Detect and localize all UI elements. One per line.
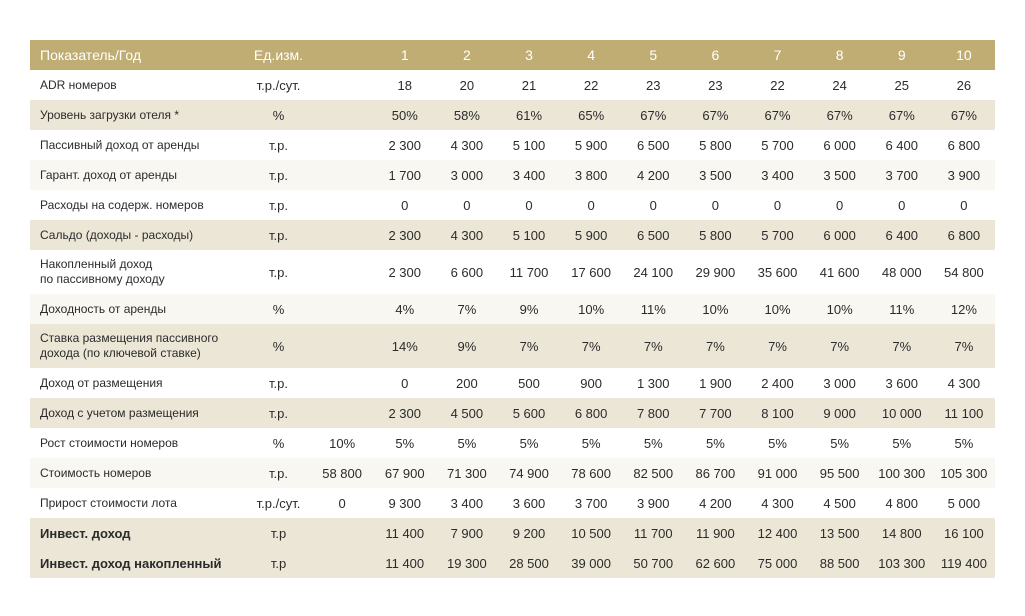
row-year-value: 3 700 (885, 167, 919, 183)
row-year-value: 6 000 (823, 137, 856, 153)
header-year: 3 (498, 40, 560, 70)
row-year-value: 7% (830, 338, 850, 354)
row-year-value: 13 500 (819, 525, 860, 541)
row-indicator-line1: Прирост стоимости лота (40, 495, 177, 510)
row-year-value: 105 300 (940, 465, 988, 481)
row-year-value: 0 (401, 375, 409, 391)
header-year: 8 (809, 40, 871, 70)
row-year-value: 6 400 (885, 137, 919, 153)
row-year-value: 61% (515, 107, 543, 123)
row-year-value: 14% (391, 338, 418, 354)
row-indicator (30, 488, 246, 518)
row-year-value: 22 (583, 77, 599, 93)
row-unit: т.р (270, 555, 287, 571)
header-year: 9 (871, 40, 933, 70)
row-base-value (311, 190, 374, 220)
table-row (30, 220, 995, 250)
row-base-value: 58 800 (322, 465, 362, 481)
row-base-value (311, 548, 374, 578)
table-header-row (30, 40, 995, 70)
row-unit: % (272, 338, 285, 354)
row-year-value: 12 400 (757, 525, 798, 541)
row-year-value: 26 (956, 77, 972, 93)
row-year-value: 0 (525, 197, 533, 213)
row-indicator-line1: Накопленный доход (40, 257, 153, 271)
row-indicator (30, 294, 246, 324)
row-year-value: 4% (395, 301, 415, 317)
row-year-value: 7% (519, 338, 539, 354)
header-year: 4 (560, 40, 622, 70)
row-year-value: 19 300 (446, 555, 487, 571)
row-year-value: 41 600 (819, 264, 860, 280)
investment-table (30, 40, 995, 578)
row-year-value: 3 000 (450, 167, 484, 183)
row-year-value: 100 300 (878, 465, 926, 481)
header-year: 1 (374, 40, 436, 70)
row-year-value: 11 400 (385, 555, 425, 571)
row-indicator-line1: Гарант. доход от аренды (40, 167, 177, 182)
row-year-value: 3 900 (947, 167, 981, 183)
row-year-value: 11 400 (385, 525, 425, 541)
row-year-value: 12% (950, 301, 977, 317)
row-year-value: 7% (643, 338, 663, 354)
row-base-value (311, 250, 374, 294)
row-year-value: 0 (649, 197, 657, 213)
row-year-value: 2 400 (761, 375, 794, 391)
row-unit: т.р. (269, 465, 288, 481)
row-year-value: 2 300 (388, 227, 422, 243)
row-base-value (311, 160, 374, 190)
row-indicator-line1: Доход от размещения (40, 375, 163, 390)
row-year-value: 86 700 (695, 465, 736, 481)
row-year-value: 20 (459, 77, 475, 93)
row-year-value: 17 600 (571, 264, 611, 280)
row-year-value: 14 800 (881, 525, 922, 541)
row-year-value: 5 700 (761, 227, 794, 243)
row-unit: т.р. (269, 137, 288, 153)
row-year-value: 4 300 (450, 137, 484, 153)
row-year-value: 67% (826, 107, 853, 123)
row-base-value (311, 324, 374, 368)
row-year-value: 95 500 (819, 465, 860, 481)
row-indicator (30, 70, 246, 100)
row-unit: т.р. (269, 405, 288, 421)
row-indicator-line1: Доходность от аренды (40, 301, 166, 316)
row-year-value: 0 (401, 197, 409, 213)
row-year-value: 5% (643, 435, 663, 451)
row-year-value: 9% (519, 301, 539, 317)
row-year-value: 5 900 (574, 227, 608, 243)
row-year-value: 6 000 (823, 227, 856, 243)
row-year-value: 82 500 (633, 465, 674, 481)
row-year-value: 4 200 (636, 167, 670, 183)
row-year-value: 6 500 (636, 227, 670, 243)
table-body (30, 70, 995, 578)
row-indicator-line2: дохода (по ключевой ставке) (40, 346, 201, 360)
row-year-value: 119 400 (940, 555, 987, 571)
row-year-value: 3 400 (761, 167, 794, 183)
row-year-value: 3 600 (512, 495, 546, 511)
row-year-value: 62 600 (695, 555, 736, 571)
table-row (30, 548, 995, 578)
row-year-value: 5% (892, 435, 912, 451)
row-year-value: 9 000 (823, 405, 856, 421)
row-year-value: 5 800 (699, 227, 732, 243)
row-year-value: 10% (702, 301, 729, 317)
row-unit: т.р. (269, 264, 288, 280)
row-year-value: 23 (708, 77, 723, 93)
row-year-value: 5% (395, 435, 415, 451)
row-year-value: 6 800 (574, 405, 608, 421)
row-base-value (311, 130, 374, 160)
row-year-value: 7% (457, 301, 477, 317)
row-year-value: 3 400 (450, 495, 484, 511)
row-year-value: 0 (836, 197, 844, 213)
row-year-value: 3 500 (823, 167, 856, 183)
table-row (30, 398, 995, 428)
row-year-value: 0 (463, 197, 471, 213)
row-year-value: 5 700 (761, 137, 794, 153)
row-unit: т.р. (269, 375, 288, 391)
header-year: 10 (933, 40, 995, 70)
table-row (30, 428, 995, 458)
table-row (30, 70, 995, 100)
header-year: 2 (436, 40, 498, 70)
row-year-value: 3 400 (512, 167, 546, 183)
row-year-value: 10 000 (881, 405, 922, 421)
row-year-value: 5% (830, 435, 850, 451)
row-indicator (30, 130, 246, 160)
row-year-value: 16 100 (944, 525, 984, 541)
row-year-value: 67% (702, 107, 729, 123)
row-year-value: 23 (646, 77, 661, 93)
row-year-value: 2 300 (388, 264, 422, 280)
row-year-value: 6 800 (947, 137, 981, 153)
row-base-value (311, 368, 374, 398)
row-year-value: 10% (578, 301, 605, 317)
row-year-value: 3 500 (699, 167, 732, 183)
row-unit: т.р./сут. (256, 77, 301, 93)
row-year-value: 3 600 (885, 375, 919, 391)
row-year-value: 4 300 (947, 375, 981, 391)
row-indicator (30, 368, 246, 398)
row-year-value: 50% (391, 107, 418, 123)
row-year-value: 5% (705, 435, 725, 451)
row-year-value: 7 700 (699, 405, 732, 421)
row-year-value: 1 700 (388, 167, 422, 183)
header-unit: Ед.изм. (246, 40, 310, 70)
header-base (311, 40, 374, 70)
row-year-value: 3 000 (823, 375, 856, 391)
header-year: 6 (684, 40, 746, 70)
row-year-value: 1 900 (699, 375, 732, 391)
row-unit: т.р./сут. (256, 495, 301, 511)
row-year-value: 5% (581, 435, 601, 451)
row-year-value: 5% (768, 435, 787, 451)
row-year-value: 7 800 (636, 405, 670, 421)
row-indicator (30, 548, 246, 578)
row-unit: % (272, 301, 285, 317)
row-year-value: 500 (518, 375, 540, 391)
row-base-value (311, 518, 374, 548)
row-indicator-line1: Расходы на содерж. номеров (40, 197, 204, 212)
row-year-value: 103 300 (878, 555, 926, 571)
row-year-value: 4 300 (450, 227, 484, 243)
row-base-value: 0 (338, 495, 346, 511)
row-year-value: 9 300 (388, 495, 422, 511)
row-indicator (30, 100, 246, 130)
row-indicator-line1: Сальдо (доходы - расходы) (40, 227, 194, 242)
row-year-value: 1 300 (636, 375, 670, 391)
row-unit: % (272, 107, 285, 123)
row-year-value: 5% (457, 435, 477, 451)
row-year-value: 4 300 (761, 495, 794, 511)
row-indicator (30, 190, 246, 220)
row-year-value: 78 600 (571, 465, 611, 481)
row-year-value: 4 500 (450, 405, 484, 421)
row-year-value: 11 900 (695, 525, 735, 541)
row-year-value: 11 100 (944, 405, 984, 421)
row-year-value: 4 200 (699, 495, 732, 511)
row-year-value: 67% (764, 107, 791, 123)
row-year-value: 7% (705, 338, 725, 354)
table-row (30, 160, 995, 190)
row-indicator (30, 398, 246, 428)
row-year-value: 5% (519, 435, 539, 451)
table-row (30, 100, 995, 130)
table-row (30, 250, 995, 294)
header-indicator: Показатель/Год (30, 40, 246, 70)
row-year-value: 71 300 (446, 465, 487, 481)
row-year-value: 18 (397, 77, 412, 93)
table-row (30, 518, 995, 548)
row-base-value: 10% (329, 435, 356, 451)
row-year-value: 11 700 (509, 264, 549, 280)
row-indicator-line1: Рост стоимости номеров (40, 435, 179, 450)
header-year: 7 (746, 40, 808, 70)
row-year-value: 35 600 (757, 264, 798, 280)
table-row (30, 190, 995, 220)
row-year-value: 54 800 (944, 264, 984, 280)
row-year-value: 29 900 (695, 264, 736, 280)
row-year-value: 3 700 (574, 495, 608, 511)
row-year-value: 7% (954, 338, 974, 354)
row-year-value: 67 900 (384, 465, 425, 481)
row-year-value: 6 500 (636, 137, 670, 153)
row-year-value: 6 600 (450, 264, 484, 280)
row-year-value: 3 900 (636, 495, 670, 511)
row-indicator-line1: Стоимость номеров (40, 465, 152, 480)
row-indicator-line1: Ставка размещения пассивного (40, 331, 219, 345)
row-unit: % (272, 435, 285, 451)
row-year-value: 7% (581, 338, 601, 354)
row-year-value: 5 800 (699, 137, 732, 153)
row-year-value: 9% (457, 338, 477, 354)
row-indicator-line1: Инвест. доход накопленный (40, 555, 222, 571)
row-year-value: 7 900 (450, 525, 484, 541)
row-year-value: 9 200 (512, 525, 546, 541)
row-year-value: 28 500 (509, 555, 549, 571)
row-indicator (30, 458, 246, 488)
row-year-value: 11% (889, 301, 915, 317)
row-year-value: 67% (640, 107, 667, 123)
row-base-value (311, 220, 374, 250)
row-base-value (311, 398, 374, 428)
row-year-value: 0 (898, 197, 906, 213)
row-base-value (311, 70, 374, 100)
row-year-value: 5 100 (512, 137, 546, 153)
table-row (30, 458, 995, 488)
row-year-value: 0 (960, 197, 968, 213)
row-year-value: 5 900 (574, 137, 608, 153)
row-year-value: 5 100 (512, 227, 546, 243)
row-year-value: 4 800 (885, 495, 919, 511)
table-row (30, 488, 995, 518)
row-year-value: 8 100 (761, 405, 794, 421)
row-indicator (30, 324, 246, 368)
row-year-value: 0 (773, 197, 782, 213)
row-unit: т.р. (269, 227, 288, 243)
row-base-value (311, 100, 374, 130)
row-year-value: 22 (770, 77, 785, 93)
table-row (30, 324, 995, 368)
row-year-value: 2 300 (388, 137, 422, 153)
table-row (30, 368, 995, 398)
row-year-value: 6 400 (885, 227, 919, 243)
row-year-value: 5 600 (512, 405, 546, 421)
row-year-value: 200 (456, 375, 478, 391)
row-year-value: 2 300 (388, 405, 422, 421)
row-year-value: 5% (954, 435, 974, 451)
row-year-value: 5 000 (947, 495, 981, 511)
table-row (30, 294, 995, 324)
row-year-value: 10% (826, 301, 853, 317)
row-year-value: 67% (888, 107, 915, 123)
row-year-value: 11% (640, 301, 666, 317)
row-year-value: 10 500 (571, 525, 611, 541)
row-unit: т.р (270, 525, 287, 541)
table-row (30, 130, 995, 160)
row-year-value: 0 (711, 197, 719, 213)
row-year-value: 88 500 (819, 555, 860, 571)
row-year-value: 25 (894, 77, 909, 93)
row-year-value: 74 900 (509, 465, 549, 481)
row-year-value: 48 000 (881, 264, 922, 280)
header-year: 5 (622, 40, 684, 70)
row-year-value: 65% (578, 107, 605, 123)
row-indicator (30, 518, 246, 548)
row-indicator-line1: Инвест. доход (40, 525, 131, 541)
row-year-value: 3 800 (574, 167, 608, 183)
row-unit: т.р. (269, 197, 288, 213)
row-indicator (30, 220, 246, 250)
row-indicator (30, 250, 246, 294)
row-year-value: 75 000 (757, 555, 798, 571)
row-indicator-line1: Пассивный доход от аренды (40, 137, 200, 152)
row-indicator (30, 160, 246, 190)
row-year-value: 0 (587, 197, 595, 213)
row-year-value: 7% (892, 338, 912, 354)
row-year-value: 10% (764, 301, 791, 317)
row-year-value: 21 (521, 77, 537, 93)
row-year-value: 91 000 (757, 465, 798, 481)
row-year-value: 11 700 (633, 525, 673, 541)
row-year-value: 39 000 (571, 555, 611, 571)
row-year-value: 24 (832, 77, 847, 93)
row-indicator-line2: по пассивному доходу (40, 272, 165, 286)
row-year-value: 6 800 (947, 227, 981, 243)
row-year-value: 58% (453, 107, 480, 123)
row-base-value (311, 294, 374, 324)
row-indicator (30, 428, 246, 458)
row-year-value: 900 (580, 375, 602, 391)
row-year-value: 24 100 (633, 264, 674, 280)
row-unit: т.р. (269, 167, 288, 183)
row-year-value: 50 700 (633, 555, 674, 571)
row-year-value: 4 500 (823, 495, 856, 511)
row-indicator-line1: Доход с учетом размещения (40, 405, 199, 420)
row-year-value: 67% (950, 107, 977, 123)
row-indicator-line1: ADR номеров (40, 77, 117, 92)
row-indicator-line1: Уровень загрузки отеля * (40, 107, 179, 122)
row-year-value: 7% (768, 338, 787, 354)
